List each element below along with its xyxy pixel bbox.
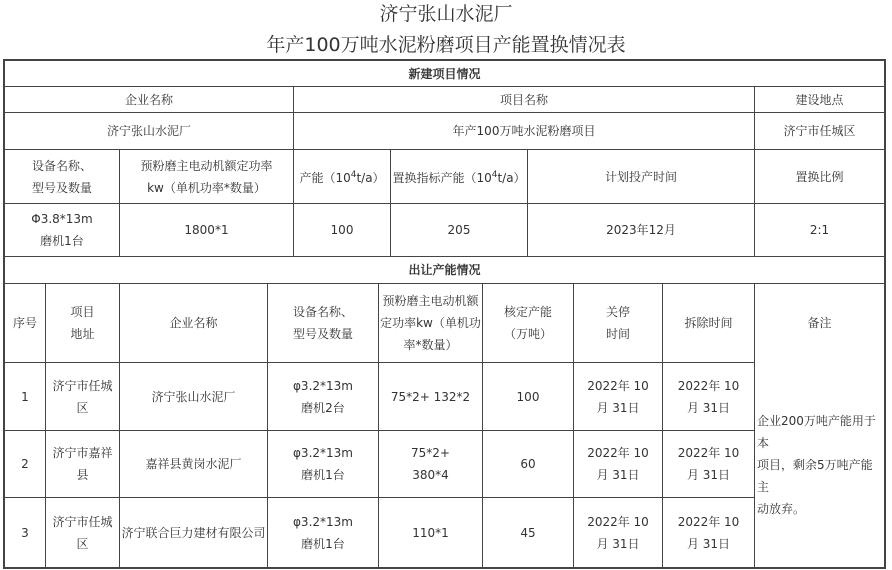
row3-demolish-time: 2022年 10 月 31日 — [677, 514, 740, 551]
value-equipment: Φ3.8*13m 磨机1台 — [31, 212, 93, 248]
header-transfer-equipment: 设备名称、 型号及数量 — [292, 305, 353, 341]
document-title: 济宁张山水泥厂 — [379, 3, 513, 25]
value-replacement-ratio: 2:1 — [809, 223, 830, 237]
row1-demolish-time: 2022年 10 月 31日 — [677, 378, 740, 415]
header-transfer-company: 企业名称 — [169, 316, 218, 330]
row3-power: 110*1 — [412, 525, 449, 540]
header-shutdown-time: 关停 时间 — [605, 305, 630, 341]
row2-equipment: φ3.2*13m 磨机1台 — [293, 446, 353, 482]
row1-capacity: 100 — [516, 389, 540, 404]
value-project-name: 年产100万吨水泥粉磨项目 — [452, 124, 596, 138]
row2-capacity: 60 — [520, 457, 536, 471]
header-replacement-ratio: 置换比例 — [795, 169, 844, 184]
value-planned-start-time: 2023年12月 — [606, 223, 676, 237]
header-capacity: 产能$(10^4t/a)$ — [299, 170, 385, 185]
value-replacement-capacity: 205 — [447, 223, 471, 237]
header-grinding-power: 预粉磨主电动机额定功率 kw（单机功率*数量） — [140, 158, 273, 195]
header-equipment: 设备名称、 型号及数量 — [31, 158, 92, 195]
new-project-section-header: 新建项目情况 — [408, 66, 481, 81]
header-demolish-time: 拆除时间 — [684, 316, 733, 330]
header-approved-capacity: 核定产能 （万吨） — [503, 305, 552, 341]
header-replacement-capacity: 置换指标产能$(10^4t/a)$ — [392, 170, 526, 185]
header-planned-start-time: 计划投产时间 — [604, 169, 677, 184]
row3-address: 济宁市任城 区 — [52, 514, 113, 551]
header-location: 建设地点 — [795, 92, 844, 107]
row3-serial-no: 3 — [21, 525, 29, 540]
value-grinding-power: 1800*1 — [184, 223, 229, 237]
row1-equipment: φ3.2*13m 磨机2台 — [293, 378, 353, 415]
remark-note: 企业200万吨产能用于本 项目，剩余5万吨产能主 动放弃。 — [757, 414, 876, 516]
header-project-name: 项目名称 — [499, 92, 548, 107]
row1-address: 济宁市任城 区 — [52, 378, 113, 415]
transfer-section-header: 出让产能情况 — [408, 263, 481, 277]
row2-company: 嘉祥县黄岗水泥厂 — [145, 457, 242, 471]
header-remark: 备注 — [807, 316, 832, 330]
row1-shutdown-time: 2022年 10 月 31日 — [587, 378, 649, 415]
row2-demolish-time: 2022年 10 月 31日 — [677, 446, 740, 482]
row2-shutdown-time: 2022年 10 月 31日 — [587, 446, 649, 482]
header-transfer-power: 预粉磨主电动机额 定功率kw（单机功 率*数量） — [380, 294, 481, 352]
row3-equipment: φ3.2*13m 磨机1台 — [293, 514, 353, 551]
row2-serial-no: 2 — [21, 457, 29, 471]
row2-power: 75*2+ 380*4 — [411, 446, 450, 482]
row3-shutdown-time: 2022年 10 月 31日 — [587, 514, 649, 551]
row3-company: 济宁联合巨力建材有限公司 — [121, 525, 266, 540]
document-subtitle: 年产100万吨水泥粉磨项目产能置换情况表 — [266, 34, 626, 56]
value-capacity: 100 — [330, 223, 354, 237]
row1-power: 75*2+ 132*2 — [390, 389, 471, 404]
value-company-name: 济宁张山水泥厂 — [106, 124, 191, 138]
row1-serial-no: 1 — [21, 389, 29, 404]
header-project-address: 项目 地址 — [70, 305, 95, 341]
value-location: 济宁市任城区 — [783, 124, 856, 138]
header-serial-no: 序号 — [12, 316, 37, 330]
row3-capacity: 45 — [520, 525, 536, 540]
header-company-name: 企业名称 — [124, 92, 173, 107]
row1-company: 济宁张山水泥厂 — [151, 389, 236, 404]
row2-address: 济宁市嘉祥 县 — [52, 446, 113, 482]
